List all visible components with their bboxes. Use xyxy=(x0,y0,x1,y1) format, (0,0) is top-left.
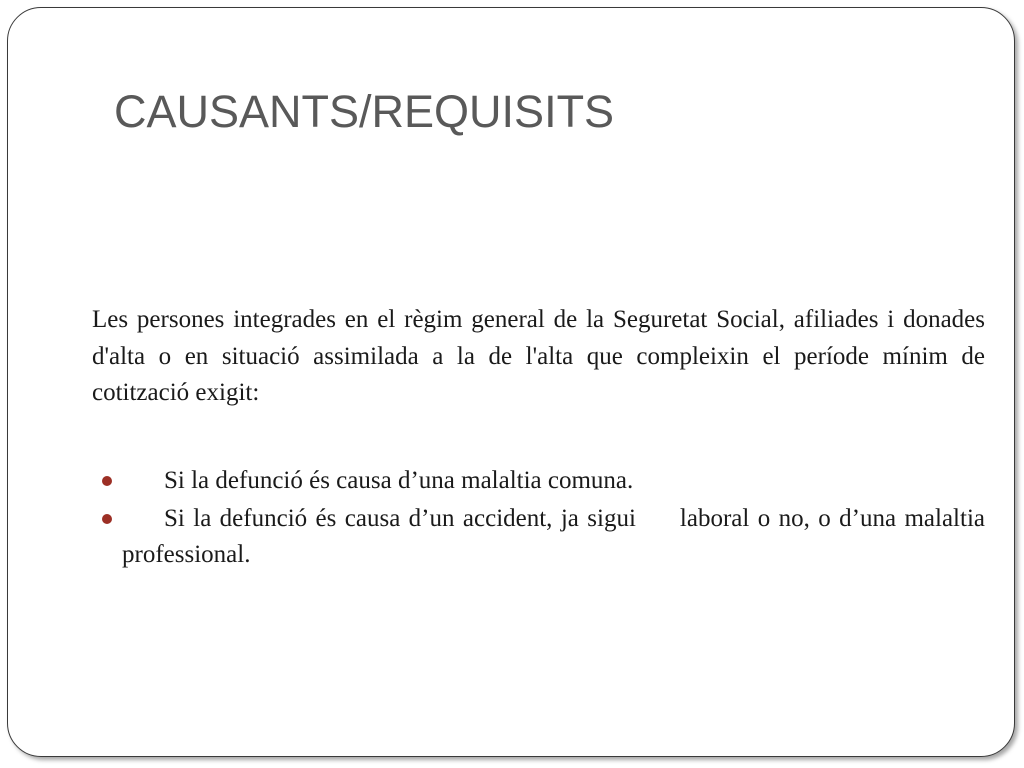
bullet-text-2b: laboral o no, o d’una malaltia professional. xyxy=(122,504,985,568)
bullet-item-2 xyxy=(96,501,985,574)
bullet-item-1 xyxy=(96,463,985,500)
bullet-text-1: Si la defunció és causa d’una malaltia comuna. xyxy=(164,467,634,494)
bullet-dot-icon xyxy=(102,476,112,486)
slide-title: CAUSANTS/REQUISITS xyxy=(114,86,615,137)
bullet-list xyxy=(96,463,985,574)
bullet-text-2a: Si la defunció és causa d’un accident, ja sigui xyxy=(164,504,636,532)
bullet-dot-icon xyxy=(102,514,112,524)
intro-paragraph: Les persones integrades en el règim general de la Seguretat Social, afiliades i donades d'alta o en situació assimilada a la de l'alta que compleixin el període mínim de cotització exigit: xyxy=(92,306,985,406)
